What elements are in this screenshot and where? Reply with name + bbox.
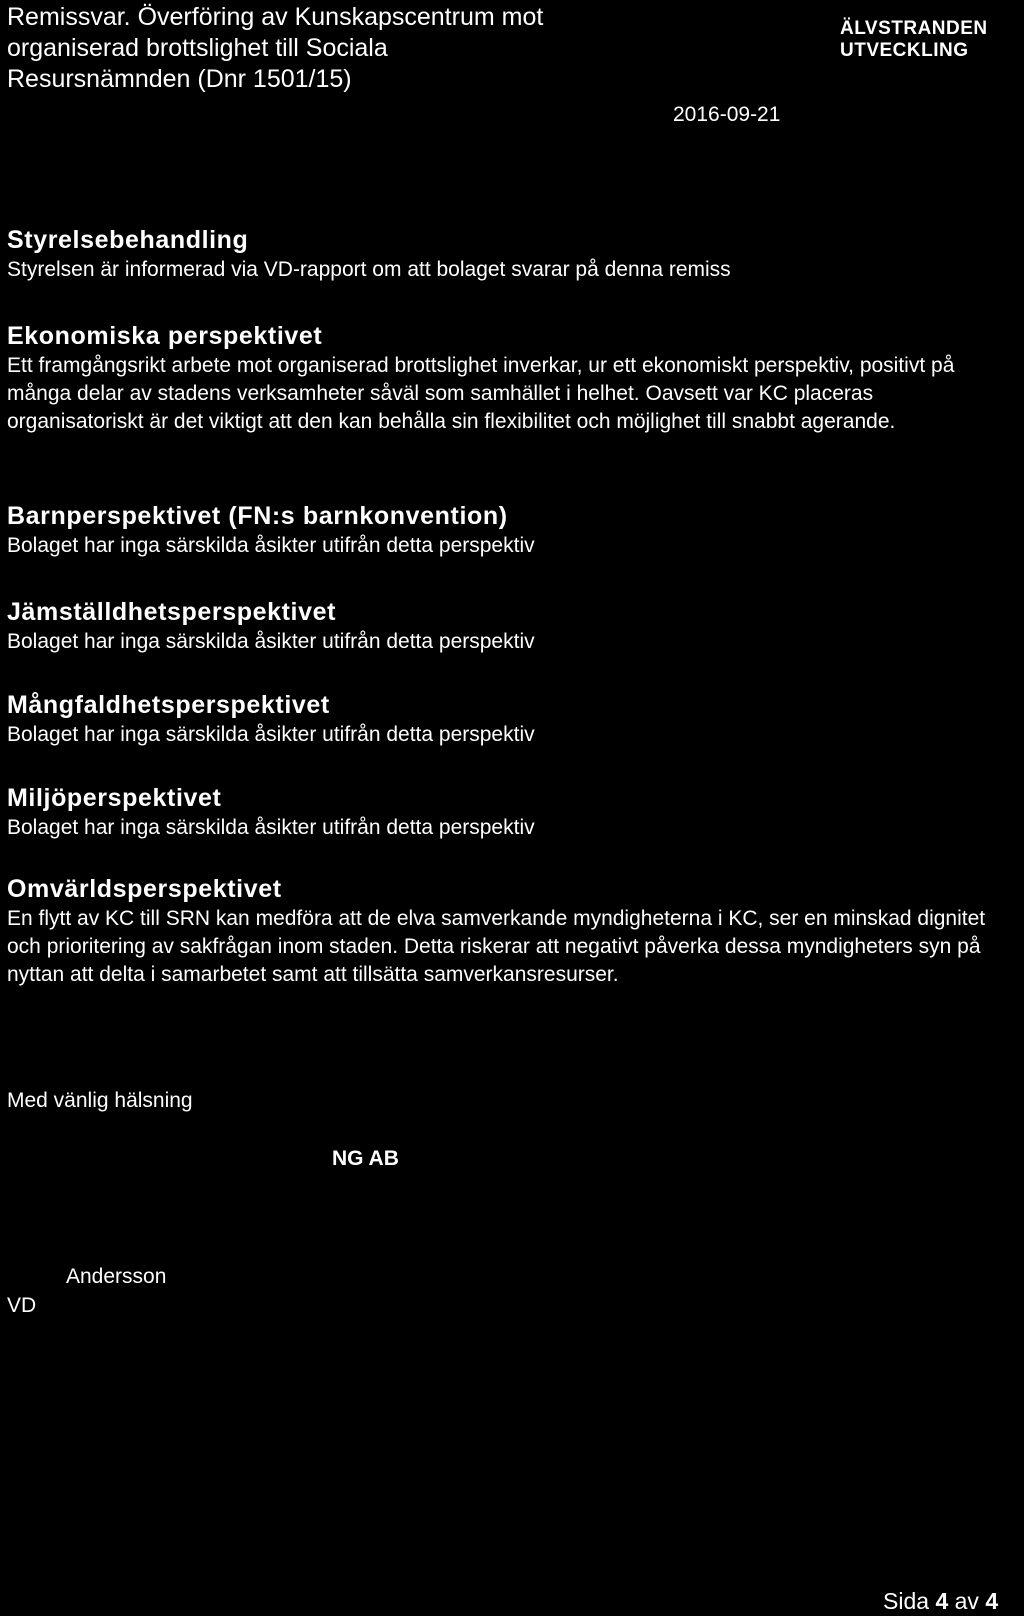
section-heading: Barnperspektivet (FN:s barnkonvention): [7, 502, 508, 530]
section-body: En flytt av KC till SRN kan medföra att de elva samverkande myndigheterna i KC, ser en minskad dignitet och prioritering av sakfrågan inom staden. Detta riskerar att negativt påverka dessa myndigheters syn på nyttan att delta i samarbetet samt att tillsätta samverkansresurser.: [7, 907, 986, 986]
document-date: 2016-09-21: [673, 103, 781, 126]
page-total: 4: [985, 1588, 999, 1614]
company-logo: [840, 18, 988, 62]
section-styrelsebehandling: [7, 224, 1017, 284]
section-miljo: [7, 782, 1017, 842]
title-line-1: Remissvar. Överföring av Kunskapscentrum mot: [7, 3, 544, 31]
section-body: Bolaget har inga särskilda åsikter utifrån detta perspektiv: [7, 534, 535, 557]
section-body: Styrelsen är informerad via VD-rapport om att bolaget svarar på denna remiss: [7, 258, 731, 281]
section-body: Bolaget har inga särskilda åsikter utifrån detta perspektiv: [7, 816, 535, 839]
page-indicator: [883, 1588, 998, 1615]
signer-role: VD: [7, 1294, 37, 1317]
section-mangfald: [7, 689, 1017, 749]
page-separator: av: [954, 1588, 979, 1614]
section-heading: Mångfaldhetsperspektivet: [7, 691, 330, 719]
page-current: 4: [935, 1588, 949, 1614]
section-heading: Jämställdhetsperspektivet: [7, 598, 337, 626]
title-line-2: organiserad brottslighet till Sociala: [7, 34, 388, 62]
section-heading: Styrelsebehandling: [7, 226, 249, 254]
page-prefix: Sida: [883, 1588, 930, 1614]
section-barnperspektivet: [7, 500, 1017, 560]
section-body: Bolaget har inga särskilda åsikter utifrån detta perspektiv: [7, 630, 535, 653]
section-heading: Ekonomiska perspektivet: [7, 322, 323, 350]
section-body: Bolaget har inga särskilda åsikter utifrån detta perspektiv: [7, 723, 535, 746]
organization-name: NG AB: [332, 1147, 399, 1170]
section-jamstalldhet: [7, 596, 1017, 656]
document-title: [7, 2, 647, 95]
section-heading: Omvärldsperspektivet: [7, 875, 282, 903]
signer-name: Andersson: [66, 1265, 167, 1288]
logo-line-1: ÄLVSTRANDEN: [840, 18, 988, 39]
logo-line-2: UTVECKLING: [840, 40, 969, 61]
section-omvarld: [7, 873, 1012, 989]
closing-greeting: Med vänlig hälsning: [7, 1089, 193, 1112]
title-line-3: Resursnämnden (Dnr 1501/15): [7, 65, 352, 93]
section-ekonomiska: [7, 320, 992, 436]
section-heading: Miljöperspektivet: [7, 784, 222, 812]
section-body: Ett framgångsrikt arbete mot organiserad brottslighet inverkar, ur ett ekonomiskt perspektiv, positivt på många delar av stadens verksamheter såväl som samhället i helhet. Oavsett var KC placeras organisatoriskt är det viktigt att den kan behålla sin flexibilitet och möjlighet till snabbt agerande.: [7, 354, 955, 433]
